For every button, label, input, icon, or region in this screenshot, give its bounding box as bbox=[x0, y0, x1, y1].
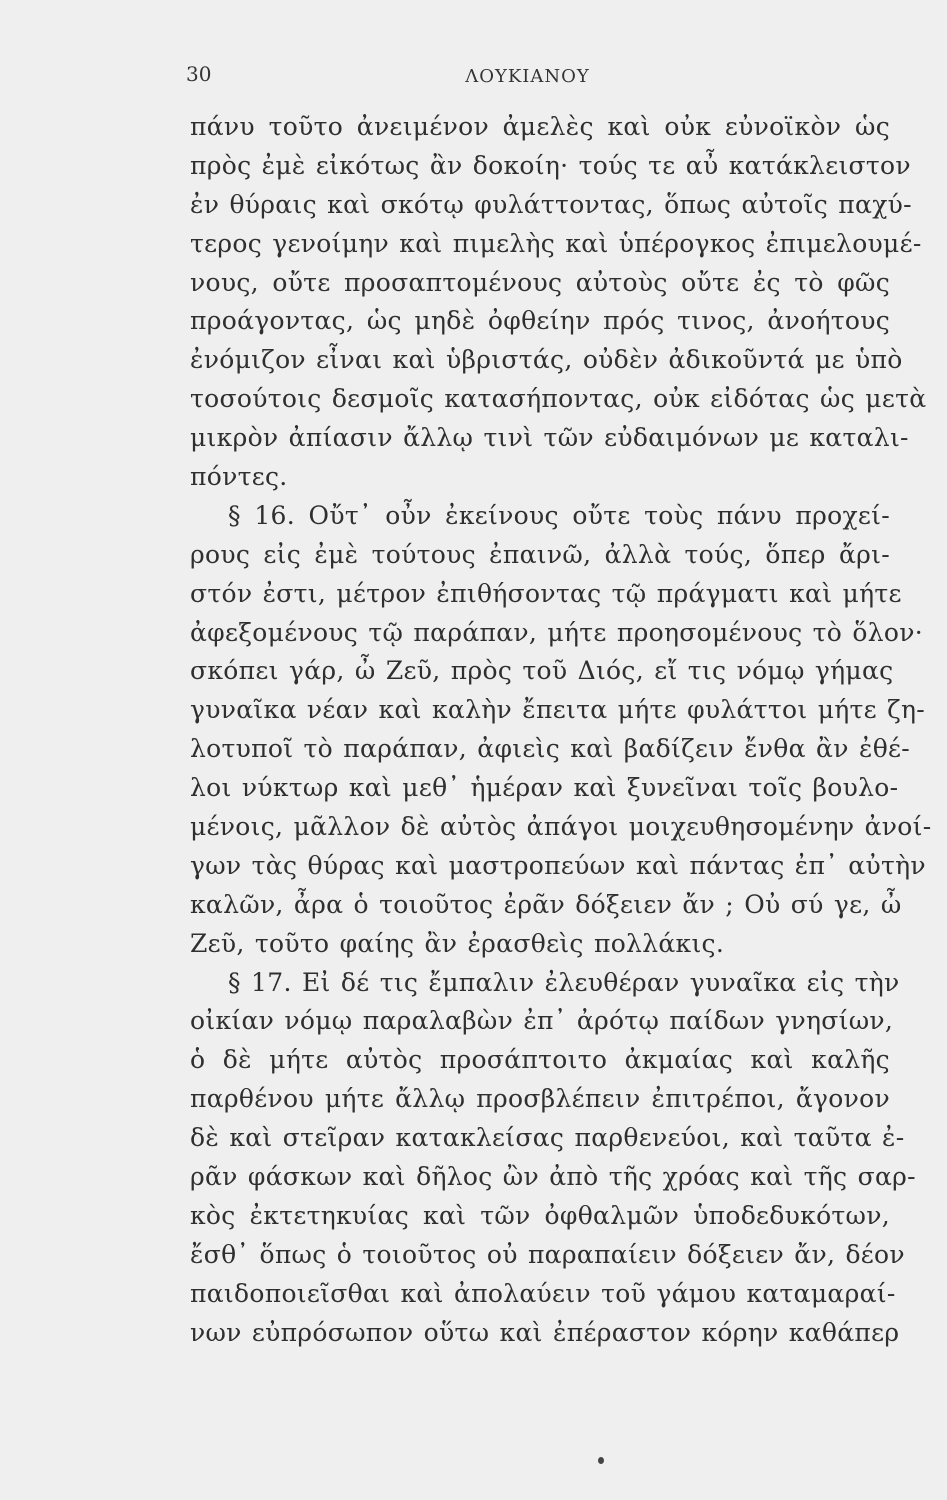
text-line: τοσούτοις δεσμοῖς κατασήποντας, οὐκ εἰδότας ὡς μετὰ bbox=[190, 384, 927, 414]
text-line: πόντες. bbox=[190, 462, 288, 492]
text-line: πάνυ τοῦτο ἀνειμένον ἀμελὲς καὶ οὐκ εὐνοϊκὸν ὡς bbox=[190, 112, 890, 141]
text-line: τερος γενοίμην καὶ πιμελὴς καὶ ὑπέρογκος ἐπιμελουμέ- bbox=[190, 228, 922, 258]
page-number: 30 bbox=[186, 62, 212, 86]
text-line: πρὸς ἐμὲ εἰκότως ἂν δοκοίη· τούς τε αὖ κατάκλειστον bbox=[190, 150, 911, 180]
text-line: μένοις, μᾶλλον δὲ αὐτὸς ἀπάγοι μοιχευθησομένην ἀνοί- bbox=[190, 812, 932, 842]
text-line: καλῶν, ἆρα ὁ τοιοῦτος ἐρᾶν δόξειεν ἄν ; Οὐ σύ γε, ὦ bbox=[190, 889, 902, 919]
running-head: ΛΟΥΚΙΑΝΟΥ bbox=[465, 66, 590, 87]
text-line: παρθένου μήτε ἄλλῳ προσβλέπειν ἐπιτρέποι, ἄγονον bbox=[190, 1084, 890, 1114]
ink-speck bbox=[598, 1457, 604, 1464]
text-line: ὁ δὲ μήτε αὐτὸς προσάπτοιτο ἀκμαίας καὶ καλῆς bbox=[190, 1045, 890, 1075]
text-line: ἔσθ᾽ ὅπως ὁ τοιοῦτος οὐ παραπαίειν δόξειεν ἄν, δέον bbox=[190, 1239, 905, 1269]
text-line: δὲ καὶ στεῖραν κατακλείσας παρθενεύοι, καὶ ταῦτα ἐ- bbox=[190, 1123, 905, 1153]
text-line: στόν ἐστι, μέτρον ἐπιθήσοντας τῷ πράγματι καὶ μήτε bbox=[190, 578, 902, 608]
section-16-heading-line: § 16. Οὔτ᾽ οὖν ἐκείνους οὔτε τοὺς πάνυ προχεί- bbox=[228, 500, 890, 530]
text-line: ρους εἰς ἐμὲ τούτους ἐπαινῶ, ἀλλὰ τούς, ὅπερ ἄρι- bbox=[190, 539, 890, 569]
text-line: σκόπει γάρ, ὦ Ζεῦ, πρὸς τοῦ Διός, εἴ τις νόμῳ γήμας bbox=[190, 656, 894, 686]
text-line: Ζεῦ, τοῦτο φαίης ἂν ἐρασθεὶς πολλάκις. bbox=[190, 928, 725, 958]
text-line: παιδοποιεῖσθαι καὶ ἀπολαύειν τοῦ γάμου καταμαραί- bbox=[190, 1278, 896, 1308]
text-line: ἐνόμιζον εἶναι καὶ ὑβριστάς, οὐδὲν ἀδικοῦντά με ὑπὸ bbox=[190, 345, 903, 375]
text-line: κὸς ἐκτετηκυίας καὶ τῶν ὀφθαλμῶν ὑποδεδυκότων, bbox=[190, 1200, 890, 1230]
text-line: ἐν θύραις καὶ σκότῳ φυλάττοντας, ὅπως αὐτοῖς παχύ- bbox=[190, 189, 912, 219]
text-line: νων εὐπρόσωπον οὕτω καὶ ἐπέραστον κόρην καθάπερ bbox=[190, 1317, 900, 1347]
text-line: ρᾶν φάσκων καὶ δῆλος ὢν ἀπὸ τῆς χρόας καὶ τῆς σαρ- bbox=[190, 1162, 916, 1192]
section-17-heading-line: § 17. Εἰ δέ τις ἔμπαλιν ἐλευθέραν γυναῖκα εἰς τὴν bbox=[228, 967, 900, 997]
text-line: γυναῖκα νέαν καὶ καλὴν ἔπειτα μήτε φυλάττοι μήτε ζη- bbox=[190, 695, 926, 725]
text-line: λοτυποῖ τὸ παράπαν, ἀφιεὶς καὶ βαδίζειν ἔνθα ἂν ἐθέ- bbox=[190, 734, 911, 764]
text-line: μικρὸν ἀπίασιν ἄλλῳ τινὶ τῶν εὐδαιμόνων με καταλι- bbox=[190, 423, 909, 453]
text-line: νους, οὔτε προσαπτομένους αὐτοὺς οὔτε ἐς τὸ φῶς bbox=[190, 267, 890, 297]
text-line: ἀφεξομένους τῷ παράπαν, μήτε προησομένους τὸ ὅλον· bbox=[190, 617, 923, 647]
text-line: προάγοντας, ὡς μηδὲ ὀφθείην πρός τινος, ἀνοήτους bbox=[190, 306, 890, 336]
text-line: οἰκίαν νόμῳ παραλαβὼν ἐπ᾽ ἀρότῳ παίδων γνησίων, bbox=[190, 1006, 894, 1036]
text-line: γων τὰς θύρας καὶ μαστροπεύων καὶ πάντας ἐπ᾽ αὐτὴν bbox=[190, 850, 926, 880]
body-text bbox=[190, 108, 932, 1353]
text-line: λοι νύκτωρ καὶ μεθ᾽ ἡμέραν καὶ ξυνεῖναι τοῖς βουλο- bbox=[190, 773, 899, 803]
